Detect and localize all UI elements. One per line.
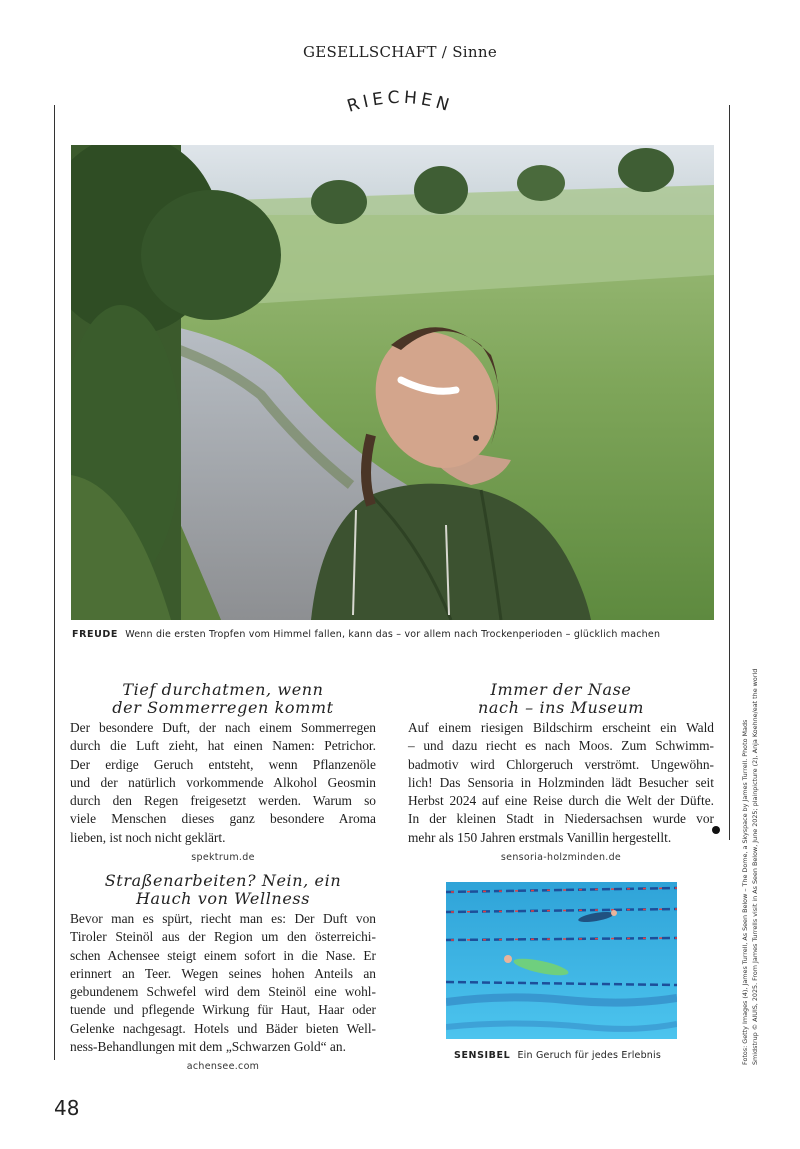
- caption-text: Ein Geruch für jedes Erlebnis: [517, 1050, 662, 1061]
- credits-line: Smidstrup © AlUlS, 2025. From James Turrells visit in As Seen Below, June 2025; plainpicture (2), Anja Koehne/eat the world: [751, 668, 759, 1065]
- page-number: 48: [54, 1096, 80, 1120]
- body-line: durch den Regen freigesetzt werden. Warum so: [70, 793, 376, 809]
- page-title: [300, 78, 500, 138]
- title-line: nach – ins Museum: [477, 698, 645, 717]
- body-line: und der natürlich vorkommende Alkohol Geosmin: [70, 774, 376, 790]
- svg-text:RIECHEN: RIECHEN: [344, 87, 456, 117]
- body-line: Der erdige Geruch entsteht, wenn Pflanzenöle: [70, 756, 376, 772]
- body-line: mehr als 150 Jahren erstmals Vanillin hergestellt.: [408, 829, 672, 845]
- body-line: Herbst 2024 auf eine Reise durch die Welt der Düfte.: [408, 793, 714, 809]
- body-line: Der besondere Duft, der nach einem Sommerregen: [70, 720, 376, 735]
- article-source: achensee.com: [186, 1061, 260, 1073]
- body-line: In der kleinen Stadt in Niedersachsen wurde vor: [408, 811, 714, 827]
- article-body: [408, 719, 714, 847]
- body-line: badmotiv wird Chlorgeruch verströmt. Ungewöhn-: [408, 756, 714, 772]
- caption-keyword: FREUDE: [72, 629, 118, 640]
- pool-photo: [446, 882, 677, 1039]
- title-line: der Sommerregen kommt: [112, 698, 334, 717]
- hero-photo: [71, 145, 714, 620]
- article-museum: [408, 681, 714, 863]
- article-petrichor: [70, 681, 376, 863]
- body-line: Gelenke nachgesagt. Hotels und Bäder bieten Well-: [70, 1020, 376, 1036]
- photo-caption: [72, 629, 660, 640]
- body-line: gebundenem Schwefel wird dem Steinöl eine wohl-: [70, 984, 376, 1000]
- body-line: – und dazu riecht es nach Moos. Zum Schwimm-: [408, 738, 714, 754]
- caption-keyword: SENSIBEL: [454, 1050, 511, 1061]
- caption-text: Wenn die ersten Tropfen vom Himmel fallen, kann das – vor allem nach Trockenperioden – glücklich machen: [125, 629, 661, 640]
- title-line: Hauch von Wellness: [135, 889, 311, 908]
- left-rule: [54, 105, 55, 1060]
- article-steinoel: [70, 872, 376, 1072]
- article-title: [408, 681, 714, 717]
- title-line: Tief durchatmen, wenn: [122, 680, 324, 699]
- body-line: erinnert an Teer. Wegen seines hohen Anteils an: [70, 965, 376, 981]
- article-body: [70, 719, 376, 847]
- body-line: ness-Behandlungen mit dem „Schwarzen Gold“ an.: [70, 1039, 346, 1055]
- section-header: GESELLSCHAFT / Sinne: [302, 43, 498, 61]
- right-rule: [729, 105, 730, 840]
- body-line: schen Achensee steigt einem sofort in die Nase. Er: [70, 947, 376, 963]
- body-line: Bevor man es spürt, riecht man es: Der Duft von: [70, 911, 376, 926]
- body-line: tuende und pflegende Wirkung für Haut, Haar oder: [70, 1002, 376, 1018]
- credits-line: Fotos: Getty Images (4), James Turrell, As Seen Below – The Dome, a Skyspace by James Turrell. Photo Mads: [741, 719, 749, 1065]
- photo-credits: [740, 605, 760, 1065]
- article-title: [70, 872, 376, 908]
- article-source: sensoria-holzminden.de: [500, 852, 622, 864]
- end-mark: [712, 826, 720, 834]
- pool-caption: [454, 1050, 661, 1061]
- body-line: lich! Das Sensoria in Holzminden lädt Besucher seit: [408, 774, 714, 790]
- body-line: viele Menschen dieses ganz besondere Aroma: [70, 811, 376, 827]
- article-body: [70, 910, 376, 1056]
- article-title: [70, 681, 376, 717]
- body-line: lieben, ist noch nicht geklärt.: [70, 829, 226, 845]
- body-line: Tiroler Steinöl aus der Region um den österreichi-: [70, 929, 376, 945]
- body-line: durch die Luft zieht, hat einen Namen: Petrichor.: [70, 738, 376, 754]
- title-line: Straßenarbeiten? Nein, ein: [104, 871, 342, 890]
- article-source: spektrum.de: [191, 852, 255, 864]
- body-line: Auf einem riesigen Bildschirm erscheint ein Wald: [408, 720, 714, 735]
- title-line: Immer der Nase: [490, 680, 632, 699]
